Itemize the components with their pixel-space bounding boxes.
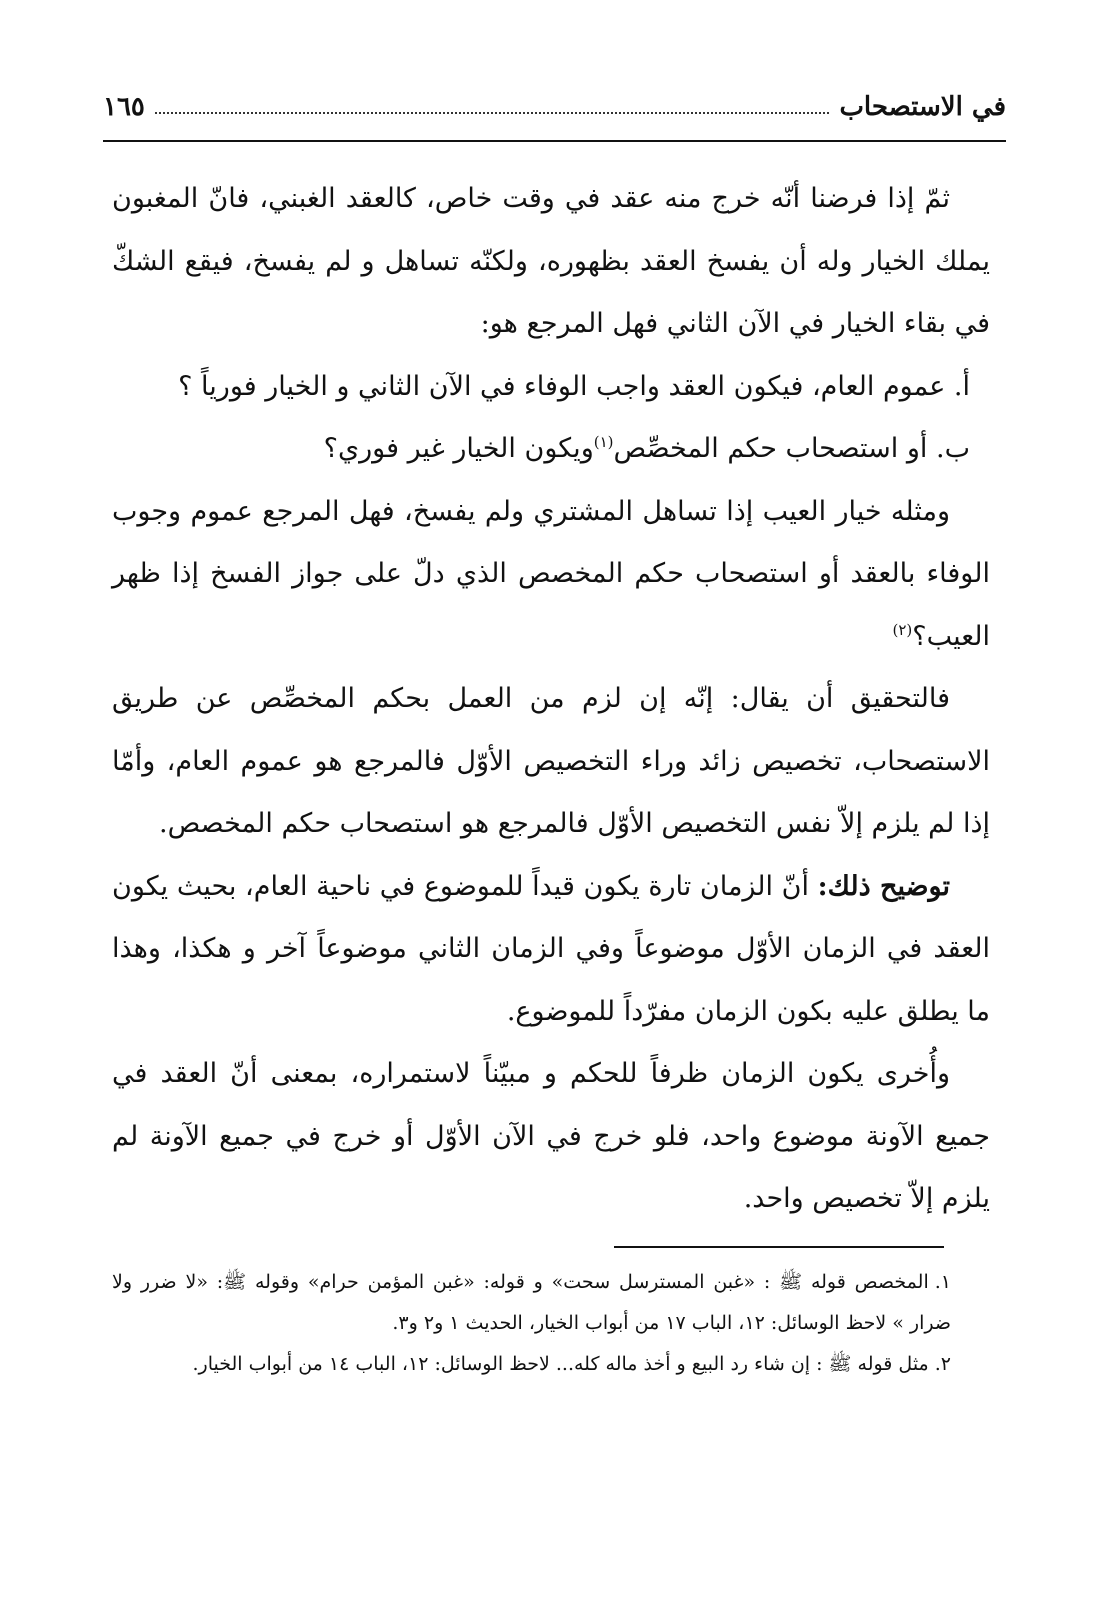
footnote-1-text: المخصص قوله ﷺ : «غبن المسترسل سحت» و قوله: «غبن المؤمن حرام» وقوله ﷺ: «لا ضرر ولا ضرار » لاحظ الوسائل: ١٢، الباب ١٧ من أبواب الخيار، الحديث ١ و٢ و٣. xyxy=(112,1271,951,1334)
option-a: أ. عموم العام، فيكون العقد واجب الوفاء في الآن الثاني و الخيار فورياً ؟ xyxy=(178,370,970,402)
paragraph-3: فالتحقيق أن يقال: إنّه إن لزم من العمل بحكم المخصِّص عن طريق الاستصحاب، تخصيص زائد وراء التخصيص الأوّل فالمرجع هو عموم العام، وأمّا إذا لم يلزم إلاّ نفس التخصيص الأوّل فالمرجع هو استصحاب حكم المخصص. xyxy=(112,683,990,839)
header-rule xyxy=(103,140,1006,142)
option-b xyxy=(112,418,990,481)
option-b-text-end: ويكون الخيار غير فوري؟ xyxy=(323,433,594,464)
paragraph-4-lead: توضيح ذلك: xyxy=(817,870,951,902)
footnote-2-text: مثل قوله ﷺ : إن شاء رد البيع و أخذ ماله كله... لاحظ الوسائل: ١٢، الباب ١٤ من أبواب الخيار. xyxy=(192,1353,929,1375)
chapter-title: في الاستصحاب xyxy=(839,92,1006,122)
paragraph-5: وأُخرى يكون الزمان ظرفاً للحكم و مبيّناً لاستمراره، بمعنى أنّ العقد في جميع الآونة موضوع واحد، فلو خرج في الآن الأوّل أو خرج في جميع الآونة لم يلزم إلاّ تخصيص واحد. xyxy=(112,1058,990,1214)
paragraph-2 xyxy=(112,481,990,669)
page-number: ١٦٥ xyxy=(103,92,145,122)
header-leader-dots xyxy=(155,112,830,114)
footnote-ref-1: (١) xyxy=(593,433,614,451)
option-b-text: ب. أو استصحاب حكم المخصِّص xyxy=(613,433,970,464)
footnotes xyxy=(112,1262,951,1385)
footnote-separator xyxy=(614,1246,944,1248)
paragraph-2-text: ومثله خيار العيب إذا تساهل المشتري ولم يفسخ، فهل المرجع عموم وجوب الوفاء بالعقد أو استصحاب حكم المخصص الذي دلّ على جواز الفسخ إذا ظهر العيب؟ xyxy=(112,495,990,652)
paragraph-4-text: أنّ الزمان تارة يكون قيداً للموضوع في ناحية العام، بحيث يكون العقد في الزمان الأوّل موضوعاً وفي الزمان الثاني موضوعاً آخر و هكذا، وهذا ما يطلق عليه بكون الزمان مفرّداً للموضوع. xyxy=(112,870,990,1027)
paragraph-1: ثمّ إذا فرضنا أنّه خرج منه عقد في وقت خاص، كالعقد الغبني، فانّ المغبون يملك الخيار وله أن يفسخ العقد بظهوره، ولكنّه تساهل و لم يفسخ، فيقع الشكّ في بقاء الخيار في الآن الثاني فهل المرجع هو: xyxy=(112,183,990,339)
footnote-2 xyxy=(112,1344,951,1385)
main-text xyxy=(112,168,990,1231)
footnote-1-number: ١. xyxy=(934,1271,951,1293)
paragraph-4 xyxy=(112,856,990,1044)
footnote-1 xyxy=(112,1262,951,1344)
footnote-2-number: ٢. xyxy=(934,1353,951,1375)
running-header xyxy=(103,80,1006,120)
footnote-ref-2: (٢) xyxy=(892,620,913,639)
